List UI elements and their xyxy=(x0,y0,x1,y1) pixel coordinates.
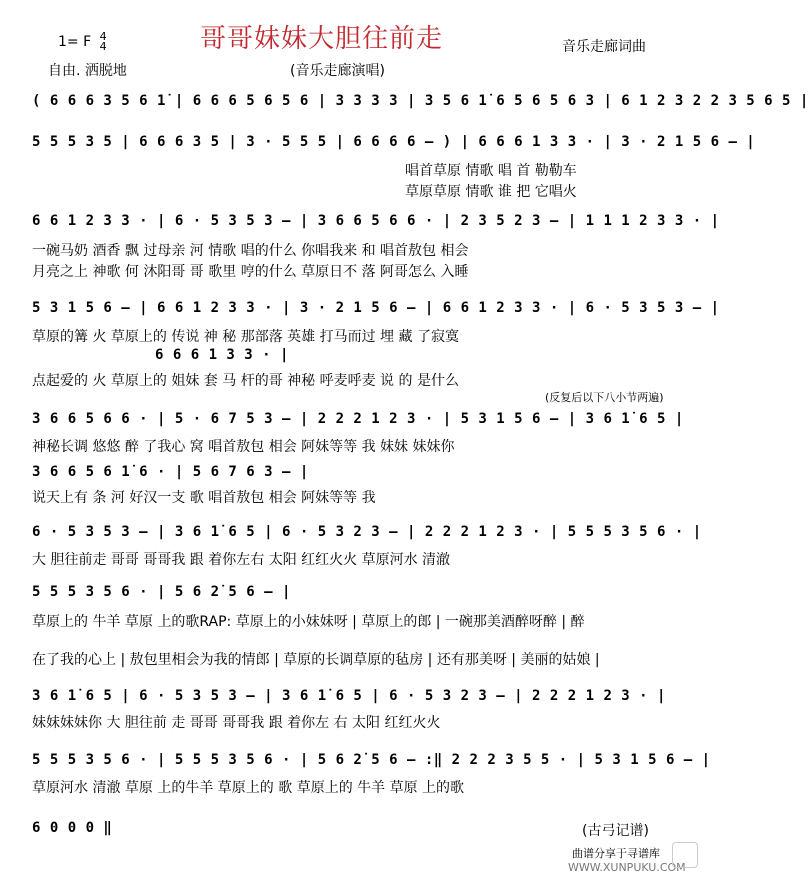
notation-line: 5 3 1 5 6 – | 6 6 1 2 3 3 · | 3 · 2 1 5 6 – | 6 6 1 2 3 3 · | 6 · 5 3 5 3 – | xyxy=(32,300,720,316)
lyric-line: 妹妹妹妹你 大 胆往前 走 哥哥 哥哥我 跟 着你左 右 太阳 红红火火 xyxy=(32,715,441,731)
lyric-line: 在了我的心上 | 敖包里相会为我的情郎 | 草原的长调草原的毡房 | 还有那美呀 | 美丽的姑娘 | xyxy=(32,652,600,668)
lyric-line: 一碗马奶 酒香 飘 过母亲 河 情歌 唱的什么 你唱我来 和 唱首敖包 相会 xyxy=(32,243,469,259)
song-title: 哥哥妹妹大胆往前走 xyxy=(200,24,444,54)
notation-line: 5 5 5 3 5 | 6 6 6 3 5 | 3 · 5 5 5 | 6 6 6 6 – ) | 6 6 6 1 3 3 · | 3 · 2 1 5 6 – | xyxy=(32,134,756,150)
transcriber: (古弓记谱) xyxy=(582,823,649,839)
notation-line: 3 6 6 5 6 6 · | 5 · 6 7 5 3 – | 2 2 2 1 2 3 · | 5 3 1 5 6 – | 3 6 1̇ 6 5 | xyxy=(32,411,684,427)
lyric-line: 点起爱的 火 草原上的 姐妹 套 马 杆的哥 神秘 呼麦呼麦 说 的 是什么 xyxy=(32,373,459,389)
site-url: WWW.XUNPUKU.COM xyxy=(568,861,686,874)
lyric-line: 草原上的 牛羊 草原 上的歌RAP: 草原上的小妹妹呀 | 草原上的郎 | 一碗那美酒醉呀醉 | 醉 xyxy=(32,614,585,630)
key-signature xyxy=(58,32,107,52)
lyric-line: 神秘长调 悠悠 醉 了我心 窝 唱首敖包 相会 阿妹等等 我 妹妹 妹妹你 xyxy=(32,439,455,455)
watermark-logo xyxy=(672,842,698,868)
lyric-line: 草原草原 情歌 谁 把 它唱火 xyxy=(405,184,577,200)
notation-line: ( 6 6 6 3 5 6 1̇ | 6 6 6 5 6 5 6 | 3 3 3 3 | 3 5 6 1̇ 6 5 6 5 6 3 | 6 1 2 3 2 2 3 5 6 5 | xyxy=(32,93,809,109)
notation-line: 3 6 6 5 6 1̇ 6 · | 5 6 7 6 3 – | xyxy=(32,464,309,480)
notation-line: 5 5 5 3 5 6 · | 5 6 2̇ 5 6 – | xyxy=(32,584,291,600)
lyric-line: 草原河水 清澈 草原 上的牛羊 草原上的 歌 草原上的 牛羊 草原 上的歌 xyxy=(32,780,465,796)
key-text: 1= F xyxy=(58,34,92,50)
notation-line: 6 0 0 0 ‖ xyxy=(32,820,113,836)
tempo-marking: 自由. 洒脱地 xyxy=(48,63,127,79)
lyric-line: 说天上有 条 河 好汉一支 歌 唱首敖包 相会 阿妹等等 我 xyxy=(32,490,376,506)
lyric-line: 大 胆往前走 哥哥 哥哥我 跟 着你左右 太阳 红红火火 草原河水 清澈 xyxy=(32,552,451,568)
lyric-line: 草原的篝 火 草原上的 传说 神 秘 那部落 英雄 打马而过 埋 藏 了寂寞 xyxy=(32,329,459,345)
performer: (音乐走廊演唱) xyxy=(290,63,385,79)
notation-line: 6 6 6 1 3 3 · | xyxy=(155,347,289,363)
share-text: 曲谱分享于寻谱库 xyxy=(572,847,660,860)
notation-line: 6 6 1 2 3 3 · | 6 · 5 3 5 3 – | 3 6 6 5 6 6 · | 2 3 5 2 3 – | 1 1 1 2 3 3 · | xyxy=(32,213,720,229)
repeat-note: (反复后以下八小节两遍) xyxy=(545,391,664,404)
notation-line: 5 5 5 3 5 6 · | 5 5 5 3 5 6 · | 5 6 2̇ 5 6 – :‖ 2 2 2 3 5 5 · | 5 3 1 5 6 – | xyxy=(32,752,711,768)
time-signature: 4 4 xyxy=(99,30,107,53)
notation-line: 3 6 1̇ 6 5 | 6 · 5 3 5 3 – | 3 6 1̇ 6 5 | 6 · 5 3 2 3 – | 2 2 2 1 2 3 · | xyxy=(32,688,666,704)
lyric-line: 唱首草原 情歌 唱 首 勒勒车 xyxy=(405,163,577,179)
lyric-line: 月亮之上 神歌 何 沐阳哥 哥 歌里 哼的什么 草原日不 落 阿哥怎么 入睡 xyxy=(32,264,469,280)
credit: 音乐走廊词曲 xyxy=(562,39,646,55)
notation-line: 6 · 5 3 5 3 – | 3 6 1̇ 6 5 | 6 · 5 3 2 3 – | 2 2 2 1 2 3 · | 5 5 5 3 5 6 · | xyxy=(32,524,702,540)
